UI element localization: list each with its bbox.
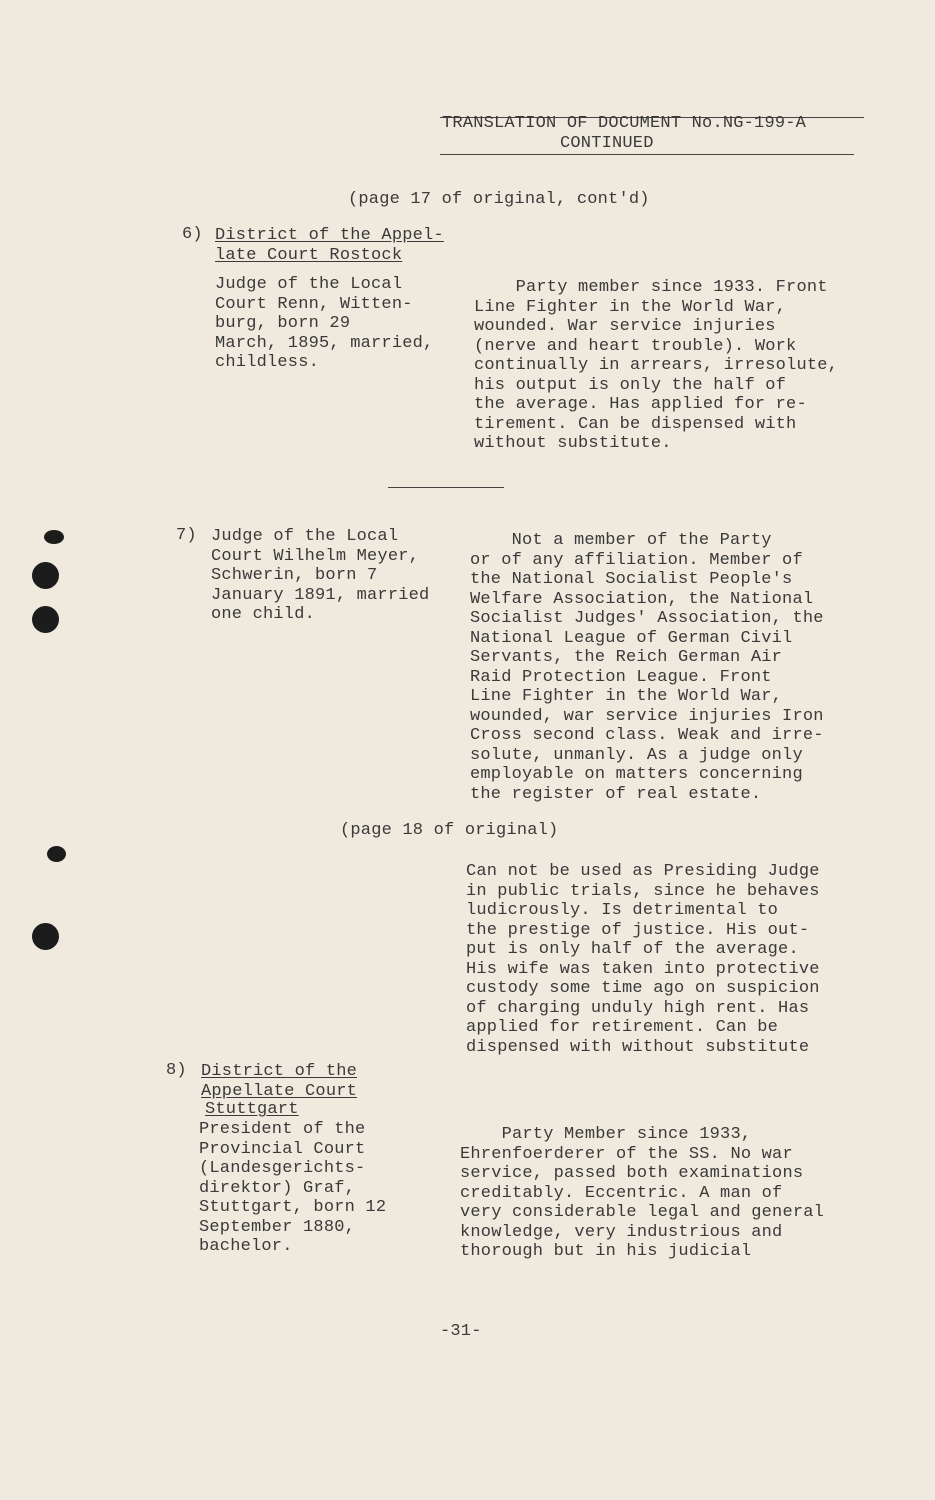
page-reference: (page 18 of original) (340, 821, 559, 840)
page-number: -31- (440, 1322, 482, 1341)
section-divider (388, 487, 504, 488)
entry-number: 7) (176, 526, 197, 545)
person-description: Judge of the Local Court Renn, Witten- burg, born 29 March, 1895, married, childless. (215, 275, 434, 372)
district-heading: District of the Appel- (215, 226, 444, 245)
punch-hole (32, 562, 59, 589)
assessment-text: Party member since 1933. Front Line Fighter in the World War, wounded. War service injuries (nerve and heart trouble). Work continually in arrears, irresolute, his output is only the half of the average. Has applied for re- tirement. Can be dispensed with without substitute. (474, 278, 839, 453)
district-heading: late Court Rostock (215, 246, 403, 265)
assessment-text: Not a member of the Party or of any affiliation. Member of the National Socialist People's Welfare Association, the National Socialist Judges' Association, the National League of German Civil Servants, the Reich German Air Raid Protection League. Front Line Fighter in the World War, wounded, war service injuries Iron Cross second class. Weak and irre- solute, unmanly. As a judge only employable on matters concerning the register of real estate. (470, 531, 824, 804)
page-reference: (page 17 of original, cont'd) (348, 190, 650, 209)
person-description: Judge of the Local Court Wilhelm Meyer, Schwerin, born 7 January 1891, married one child. (211, 527, 430, 624)
header-rule-bottom (440, 154, 854, 155)
punch-hole (47, 846, 66, 862)
punch-hole (32, 923, 59, 950)
entry-number: 8) (166, 1061, 187, 1080)
punch-hole (44, 530, 64, 544)
assessment-text: Party Member since 1933, Ehrenfoerderer of the SS. No war service, passed both examinations creditably. Eccentric. A man of very considerable legal and general knowledge, very industrious and thorough but in his judicial (460, 1125, 825, 1261)
punch-hole (32, 606, 59, 633)
entry-number: 6) (182, 225, 203, 244)
assessment-continuation: Can not be used as Presiding Judge in public trials, since he behaves ludicrously. Is detrimental to the prestige of justice. His out- put is only half of the average. His wife was taken into protective custody some time ago on suspicion of charging unduly high rent. Has applied for retirement. Can be dispensed with without substitute (466, 862, 820, 1057)
person-description: President of the Provincial Court (Landesgerichts- direktor) Graf, Stuttgart, born 12 September 1880, bachelor. (199, 1120, 387, 1256)
header-subtitle: CONTINUED (560, 134, 654, 153)
district-heading: Stuttgart (205, 1100, 299, 1119)
district-heading: Appellate Court (201, 1082, 358, 1101)
header-title: TRANSLATION OF DOCUMENT No.NG-199-A (442, 114, 807, 133)
district-heading: District of the (201, 1062, 358, 1081)
